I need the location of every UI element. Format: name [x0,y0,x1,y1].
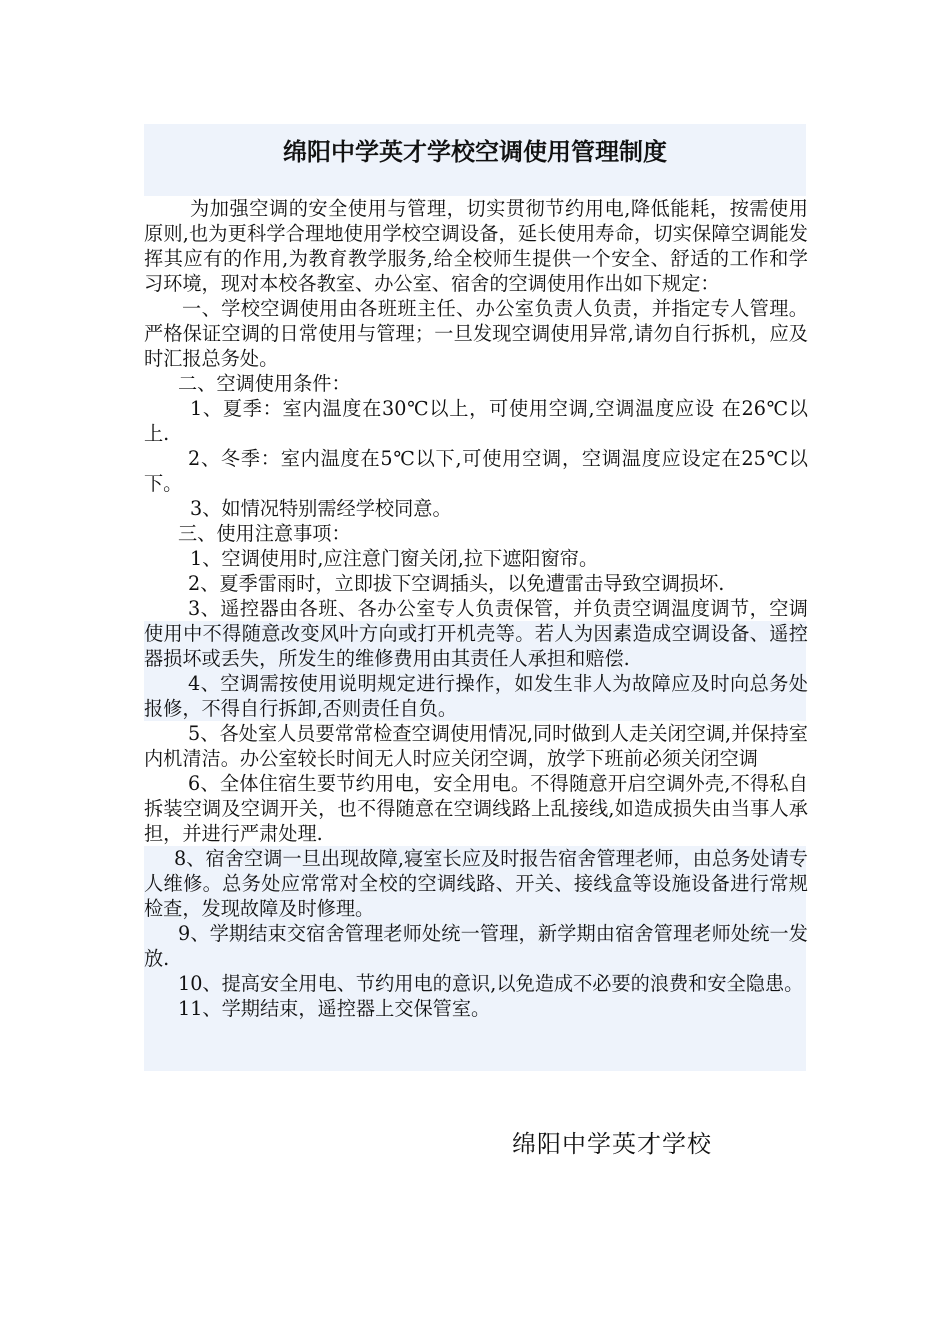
school-signature: 绵阳中学英才学校 [512,1130,712,1158]
rule-item-9: 9、学期结束交宿舍管理老师处统一管理，新学期由宿舍管理老师处统一发放. [144,922,808,970]
document-title: 绵阳中学英才学校空调使用管理制度 [283,138,667,166]
rule-item-8: 8、宿舍空调一旦出现故障,寝室长应及时报告宿舍管理老师，由总务处请专人维修。总务处应常常对全校的空调线路、开关、接线盒等设施设备进行常规检查，发现故障及时修理。 [144,847,808,920]
condition-item-2: 2、冬季：室内温度在5℃以下,可使用空调，空调温度应设定在25℃以下。 [144,447,808,495]
rule-item-2: 2、夏季雷雨时，立即拔下空调插头，以免遭雷击导致空调损坏. [188,572,725,595]
section-2-heading: 二、空调使用条件： [178,372,351,395]
rule-item-11: 11、学期结束，遥控器上交保管室。 [178,997,491,1020]
section-3-heading: 三、使用注意事项： [178,522,351,545]
section-1-paragraph: 一、学校空调使用由各班班主任、办公室负责人负责，并指定专人管理。严格保证空调的日常使用与管理；一旦发现空调使用异常,请勿自行拆机，应及时汇报总务处。 [144,297,808,370]
document-body [144,196,808,1021]
intro-paragraph: 为加强空调的安全使用与管理，切实贯彻节约用电,降低能耗，按需使用原则,也为更科学合理地使用学校空调设备，延长使用寿命，切实保障空调能发挥其应有的作用,为教育教学服务,给全校师生提供一个安全、舒适的工作和学习环境，现对本校各教室、办公室、宿舍的空调使用作出如下规定： [144,197,808,295]
rule-item-10: 10、提高安全用电、节约用电的意识,以免造成不必要的浪费和安全隐患。 [178,972,804,995]
rule-item-6: 6、全体住宿生要节约用电，安全用电。不得随意开启空调外壳,不得私自拆装空调及空调开关，也不得随意在空调线路上乱接线,如造成损失由当事人承担，并进行严肃处理. [144,772,808,845]
rule-item-4: 4、空调需按使用说明规定进行操作，如发生非人为故障应及时向总务处报修，不得自行拆卸,否则责任自负。 [144,672,808,720]
condition-item-3: 3、如情况特别需经学校同意。 [190,497,452,520]
rule-item-1: 1、空调使用时,应注意门窗关闭,拉下遮阳窗帘。 [190,547,599,570]
rule-item-3: 3、遥控器由各班、各办公室专人负责保管，并负责空调温度调节，空调使用中不得随意改变风叶方向或打开机壳等。若人为因素造成空调设备、遥控器损坏或丢失，所发生的维修费用由其责任人承担和赔偿. [144,597,808,670]
rule-item-5: 5、各处室人员要常常检查空调使用情况,同时做到人走关闭空调,并保持室内机清洁。办公室较长时间无人时应关闭空调，放学下班前必须关闭空调 [144,722,808,770]
condition-item-1: 1、夏季：室内温度在30℃以上，可使用空调,空调温度应设 在26℃以上. [144,397,808,445]
